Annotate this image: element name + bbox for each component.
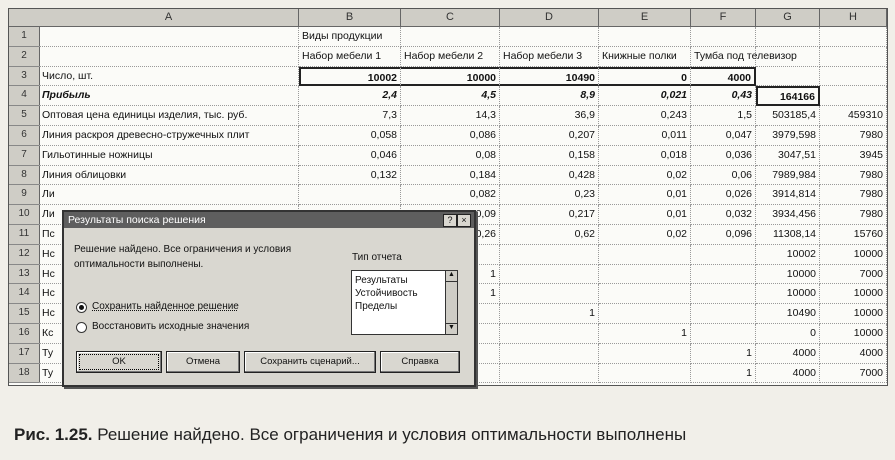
cell-a12[interactable]: Нс: [39, 245, 299, 265]
dialog-title-bar[interactable]: [64, 212, 474, 228]
column-header-g[interactable]: G: [756, 9, 820, 27]
cell-g17[interactable]: 4000: [756, 344, 820, 364]
cell-e17[interactable]: [599, 344, 691, 364]
cell-d11[interactable]: 0,62: [500, 225, 599, 245]
cell-f18[interactable]: 1: [691, 364, 756, 384]
cell-h7[interactable]: 3945: [820, 146, 887, 166]
cell-d6[interactable]: 0,207: [500, 126, 599, 146]
cell-d2[interactable]: Набор мебели 3: [500, 47, 599, 67]
cell-h11[interactable]: 15760: [820, 225, 887, 245]
cell-f5[interactable]: 1,5: [691, 106, 756, 126]
cell-f12[interactable]: [691, 245, 756, 265]
dialog-message: Решение найдено. Все ограничения и условия оптимальности выполнены.: [74, 244, 292, 270]
cell-g3[interactable]: [756, 67, 820, 87]
scroll-up-icon[interactable]: ▲: [446, 271, 457, 282]
cell-a17[interactable]: Ту: [39, 344, 299, 364]
cell-d16[interactable]: [500, 324, 599, 344]
cell-a16[interactable]: Кс: [39, 324, 299, 344]
cell-b7[interactable]: 0,046: [299, 146, 401, 166]
help-button[interactable]: Справка: [380, 351, 460, 373]
figure-caption: [14, 425, 884, 445]
cell-e6[interactable]: 0,011: [599, 126, 691, 146]
cell-g4[interactable]: 164166: [756, 86, 820, 106]
cell-g18[interactable]: 4000: [756, 364, 820, 384]
ok-button[interactable]: OK: [76, 351, 162, 373]
cell-c11[interactable]: 0,26: [401, 225, 500, 245]
cell-h17[interactable]: 4000: [820, 344, 887, 364]
cell-a5[interactable]: Оптовая цена единицы изделия, тыс. руб.: [39, 106, 299, 126]
cell-g5[interactable]: 503185,4: [756, 106, 820, 126]
cell-c13[interactable]: 1: [401, 265, 500, 285]
row-header[interactable]: 8: [9, 166, 40, 186]
column-header-h[interactable]: H: [820, 9, 887, 27]
cell-a14[interactable]: Нс: [39, 284, 299, 304]
cell-h13[interactable]: 7000: [820, 265, 887, 285]
cell-h8[interactable]: 7980: [820, 166, 887, 186]
cell-f10[interactable]: 0,032: [691, 205, 756, 225]
cell-f17[interactable]: 1: [691, 344, 756, 364]
cell-f11[interactable]: 0,096: [691, 225, 756, 245]
cell-b9[interactable]: [299, 185, 401, 205]
cell-g14[interactable]: 10000: [756, 284, 820, 304]
cell-f14[interactable]: [691, 284, 756, 304]
cell-g12[interactable]: 10002: [756, 245, 820, 265]
cell-g6[interactable]: 3979,598: [756, 126, 820, 146]
cell-d3[interactable]: 10490: [500, 67, 599, 87]
cell-a4[interactable]: Прибыль: [39, 86, 299, 106]
cell-d13[interactable]: [500, 265, 599, 285]
cell-f6[interactable]: 0,047: [691, 126, 756, 146]
cell-h2[interactable]: [820, 47, 887, 67]
cell-b2[interactable]: Набор мебели 1: [299, 47, 401, 67]
dialog-title: Результаты поиска решения: [68, 214, 206, 226]
row-header[interactable]: 5: [9, 106, 40, 126]
row-header[interactable]: 10: [9, 205, 40, 225]
cell-g16[interactable]: 0: [756, 324, 820, 344]
cell-b1[interactable]: Виды продукции: [299, 27, 401, 47]
cell-g10[interactable]: 3934,456: [756, 205, 820, 225]
solver-results-dialog: [62, 210, 476, 387]
save-scenario-button[interactable]: Сохранить сценарий...: [244, 351, 376, 373]
row-header[interactable]: 15: [9, 304, 40, 324]
cell-e1[interactable]: [599, 27, 691, 47]
cell-e11[interactable]: 0,02: [599, 225, 691, 245]
column-headers: [9, 9, 887, 27]
cell-d4[interactable]: 8,9: [500, 86, 599, 106]
column-header-a[interactable]: A: [39, 9, 299, 27]
row-header[interactable]: 13: [9, 265, 40, 285]
cell-b8[interactable]: 0,132: [299, 166, 401, 186]
cancel-button[interactable]: Отмена: [166, 351, 240, 373]
cell-a7[interactable]: Гильотинные ножницы: [39, 146, 299, 166]
cell-e15[interactable]: [599, 304, 691, 324]
cell-a11[interactable]: Пс: [39, 225, 299, 245]
cell-h3[interactable]: [820, 67, 887, 87]
cell-d1[interactable]: [500, 27, 599, 47]
close-icon[interactable]: ×: [457, 214, 471, 227]
radio-keep-solution[interactable]: [76, 302, 87, 313]
cell-f16[interactable]: [691, 324, 756, 344]
cell-c8[interactable]: 0,184: [401, 166, 500, 186]
column-header-d[interactable]: D: [500, 9, 599, 27]
report-option[interactable]: Устойчивость: [355, 288, 418, 299]
cell-a9[interactable]: Ли: [39, 185, 299, 205]
row-header[interactable]: 12: [9, 245, 40, 265]
cell-h16[interactable]: 10000: [820, 324, 887, 344]
cell-g7[interactable]: 3047,51: [756, 146, 820, 166]
cell-c7[interactable]: 0,08: [401, 146, 500, 166]
listbox-scrollbar[interactable]: [445, 271, 457, 334]
cell-e13[interactable]: [599, 265, 691, 285]
row-header[interactable]: 6: [9, 126, 40, 146]
cell-g1[interactable]: [756, 27, 820, 47]
cell-h5[interactable]: 459310: [820, 106, 887, 126]
report-option[interactable]: Пределы: [355, 301, 398, 312]
cell-g13[interactable]: 10000: [756, 265, 820, 285]
cell-e3[interactable]: 0: [599, 67, 691, 87]
cell-e5[interactable]: 0,243: [599, 106, 691, 126]
row-header[interactable]: 16: [9, 324, 40, 344]
cell-c9[interactable]: 0,082: [401, 185, 500, 205]
cell-d9[interactable]: 0,23: [500, 185, 599, 205]
cell-b3[interactable]: 10002: [299, 67, 401, 87]
cell-a2[interactable]: [39, 47, 299, 67]
cell-c1[interactable]: [401, 27, 500, 47]
cell-f3[interactable]: 4000: [691, 67, 756, 87]
cell-b5[interactable]: 7,3: [299, 106, 401, 126]
figure-number: Рис. 1.25.: [14, 425, 93, 444]
cell-g8[interactable]: 7989,984: [756, 166, 820, 186]
cell-h14[interactable]: 10000: [820, 284, 887, 304]
report-listbox[interactable]: [351, 270, 458, 335]
cell-f7[interactable]: 0,036: [691, 146, 756, 166]
cell-d10[interactable]: 0,217: [500, 205, 599, 225]
cell-e18[interactable]: [599, 364, 691, 384]
cell-a8[interactable]: Линия облицовки: [39, 166, 299, 186]
cell-f8[interactable]: 0,06: [691, 166, 756, 186]
cell-h1[interactable]: [820, 27, 887, 47]
cell-f15[interactable]: [691, 304, 756, 324]
row-header[interactable]: 1: [9, 27, 40, 47]
radio-restore-values[interactable]: [76, 322, 87, 333]
column-header-f[interactable]: F: [691, 9, 756, 27]
cell-f9[interactable]: 0,026: [691, 185, 756, 205]
cell-e16[interactable]: 1: [599, 324, 691, 344]
report-type-label: Тип отчета: [352, 252, 402, 263]
cell-e7[interactable]: 0,018: [599, 146, 691, 166]
cell-a1[interactable]: [39, 27, 299, 47]
row-header[interactable]: 7: [9, 146, 40, 166]
cell-a18[interactable]: Ту: [39, 364, 299, 384]
column-header-c[interactable]: C: [401, 9, 500, 27]
cell-e14[interactable]: [599, 284, 691, 304]
cell-c10[interactable]: 0,09: [401, 205, 500, 225]
cell-g15[interactable]: 10490: [756, 304, 820, 324]
cell-c4[interactable]: 4,5: [401, 86, 500, 106]
cell-b6[interactable]: 0,058: [299, 126, 401, 146]
cell-d12[interactable]: [500, 245, 599, 265]
cell-h6[interactable]: 7980: [820, 126, 887, 146]
cell-h10[interactable]: 7980: [820, 205, 887, 225]
spreadsheet: [8, 8, 888, 386]
cell-f13[interactable]: [691, 265, 756, 285]
caption-text: Решение найдено. Все ограничения и условия оптимальности выполнены: [92, 425, 687, 444]
cell-c6[interactable]: 0,086: [401, 126, 500, 146]
row-header[interactable]: 3: [9, 67, 40, 87]
row-header[interactable]: 2: [9, 47, 40, 67]
row-header[interactable]: 4: [9, 86, 40, 106]
cell-d14[interactable]: [500, 284, 599, 304]
cell-c2[interactable]: Набор мебели 2: [401, 47, 500, 67]
cell-c5[interactable]: 14,3: [401, 106, 500, 126]
cell-d17[interactable]: [500, 344, 599, 364]
cell-a10[interactable]: Ли: [39, 205, 299, 225]
column-header-b[interactable]: B: [299, 9, 401, 27]
cell-d8[interactable]: 0,428: [500, 166, 599, 186]
cell-g2[interactable]: [756, 47, 820, 67]
cell-f2[interactable]: Тумба под телевизор: [691, 47, 756, 67]
cell-e4[interactable]: 0,021: [599, 86, 691, 106]
cell-e12[interactable]: [599, 245, 691, 265]
cell-e10[interactable]: 0,01: [599, 205, 691, 225]
cell-a15[interactable]: Нс: [39, 304, 299, 324]
cell-d7[interactable]: 0,158: [500, 146, 599, 166]
radio-keep-label[interactable]: Сохранить найденное решение: [92, 301, 239, 312]
cell-g9[interactable]: 3914,814: [756, 185, 820, 205]
cell-d15[interactable]: 1: [500, 304, 599, 324]
row-header[interactable]: 9: [9, 185, 40, 205]
row-header[interactable]: 14: [9, 284, 40, 304]
row-header[interactable]: 11: [9, 225, 40, 245]
cell-d18[interactable]: [500, 364, 599, 384]
cell-a6[interactable]: Линия раскроя древесно-стружечных плит: [39, 126, 299, 146]
radio-restore-label[interactable]: Восстановить исходные значения: [92, 321, 250, 332]
scroll-down-icon[interactable]: ▼: [446, 323, 457, 334]
row-header[interactable]: 18: [9, 364, 40, 384]
report-option[interactable]: Результаты: [355, 275, 408, 286]
help-icon[interactable]: ?: [443, 214, 457, 227]
cell-e9[interactable]: 0,01: [599, 185, 691, 205]
column-header-e[interactable]: E: [599, 9, 691, 27]
cell-b4[interactable]: 2,4: [299, 86, 401, 106]
cell-a13[interactable]: Нс: [39, 265, 299, 285]
cell-c14[interactable]: 1: [401, 284, 500, 304]
row-header[interactable]: 17: [9, 344, 40, 364]
cell-e2[interactable]: Книжные полки: [599, 47, 691, 67]
cell-d5[interactable]: 36,9: [500, 106, 599, 126]
cell-f4[interactable]: 0,43: [691, 86, 756, 106]
cell-e8[interactable]: 0,02: [599, 166, 691, 186]
cell-c3[interactable]: 10000: [401, 67, 500, 87]
cell-a3[interactable]: Число, шт.: [39, 67, 299, 87]
cell-h12[interactable]: 10000: [820, 245, 887, 265]
cell-g11[interactable]: 11308,14: [756, 225, 820, 245]
cell-h4[interactable]: [820, 86, 887, 106]
cell-h15[interactable]: 10000: [820, 304, 887, 324]
cell-h9[interactable]: 7980: [820, 185, 887, 205]
cell-f1[interactable]: [691, 27, 756, 47]
cell-h18[interactable]: 7000: [820, 364, 887, 384]
